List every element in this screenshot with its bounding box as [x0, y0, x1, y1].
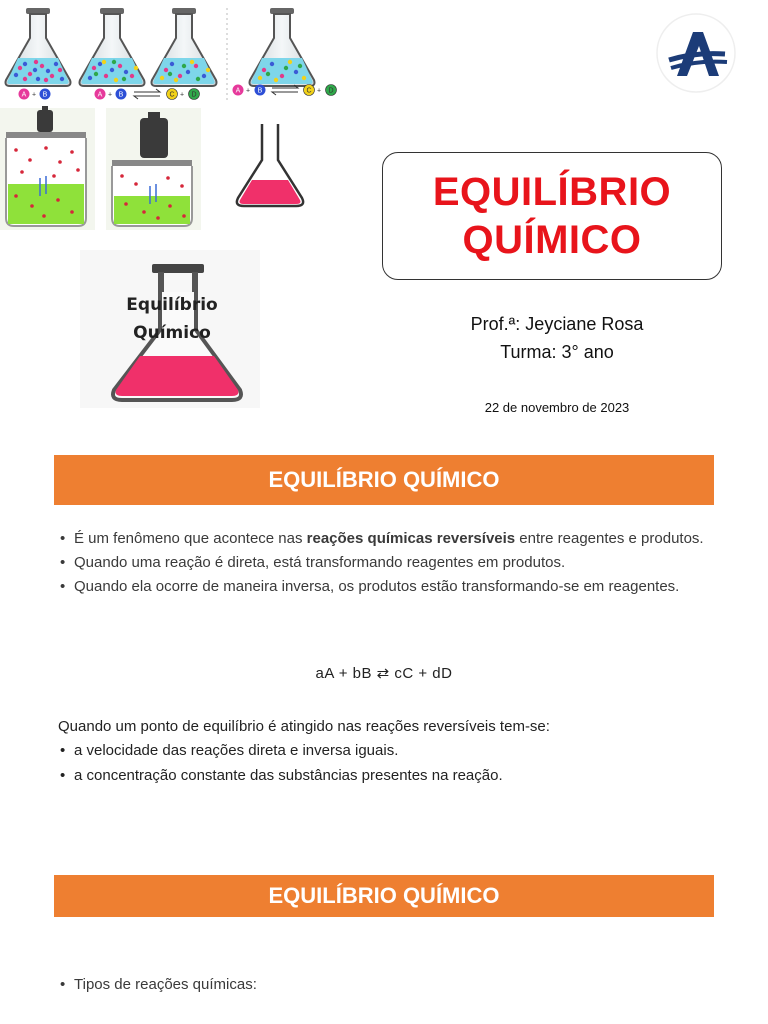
svg-text:C: C	[169, 91, 175, 99]
molecule-labels-a-b-c-d	[95, 89, 200, 100]
svg-text:A: A	[235, 87, 241, 95]
svg-text:C: C	[306, 87, 312, 95]
svg-text:+: +	[107, 91, 113, 99]
list-item: • Quando uma reação é direta, está transformando reagentes em produtos.	[58, 554, 710, 571]
erlenmeyer-flask-icon	[80, 8, 145, 86]
section-heading: EQUILÍBRIO QUÍMICO	[54, 875, 714, 917]
list-item: • É um fenômeno que acontece nas reações químicas reversíveis entre reagentes e produtos.	[58, 530, 710, 547]
svg-text:B: B	[118, 91, 124, 99]
list-item: • a concentração constante das substâncias presentes na reação.	[58, 767, 710, 784]
professor-name: Prof.ª: Jeyciane Rosa	[470, 314, 644, 334]
label-a: A	[21, 91, 27, 99]
school-logo-icon	[655, 12, 737, 94]
list-item: • a velocidade das reações direta e inversa iguais.	[58, 742, 710, 759]
reaction-types-bullets	[58, 976, 710, 1000]
definition-bullets	[58, 530, 710, 602]
badge-line1: Equilíbrio	[126, 295, 218, 315]
svg-text:D: D	[328, 87, 334, 95]
equilibrium-arrows-icon	[134, 89, 160, 99]
svg-text:+: +	[316, 87, 322, 95]
bold-term: reações químicas reversíveis	[306, 530, 516, 547]
chemistry-illustrations	[0, 0, 345, 410]
erlenmeyer-flask-icon	[152, 8, 217, 86]
section-heading: EQUILÍBRIO QUÍMICO	[54, 455, 714, 505]
svg-text:+: +	[245, 87, 251, 95]
piston-cylinder-icon	[0, 106, 95, 230]
class-turma: Turma: 3° ano	[500, 342, 614, 362]
svg-text:B: B	[257, 87, 263, 95]
title-box	[382, 152, 722, 280]
equilibrium-points	[58, 742, 710, 792]
list-item: • Tipos de reações químicas:	[58, 976, 710, 993]
svg-text:A: A	[97, 91, 103, 99]
erlenmeyer-flask-icon	[6, 8, 71, 86]
erlenmeyer-flask-icon	[250, 8, 315, 86]
molecule-labels-a-b	[19, 89, 51, 100]
piston-cylinder-icon	[106, 108, 201, 230]
reaction-equation: aA + bB ⇄ cC + dD	[315, 665, 453, 682]
label-b: B	[42, 91, 48, 99]
svg-text:D: D	[191, 91, 197, 99]
svg-text:+: +	[179, 91, 185, 99]
equilibrio-quimico-flask-badge	[80, 250, 260, 408]
date: 22 de novembro de 2023	[484, 400, 630, 415]
list-item: • Quando ela ocorre de maneira inversa, os produtos estão transformando-se em reagentes.	[58, 578, 710, 595]
pink-flask-icon	[237, 124, 303, 206]
equilibrium-intro: Quando um ponto de equilíbrio é atingido nas reações reversíveis tem-se:	[58, 718, 550, 735]
title-line2: QUÍMICO	[462, 218, 642, 262]
title-line1: EQUILÍBRIO	[432, 170, 672, 214]
plus-sign: +	[31, 91, 37, 99]
badge-line2: Químico	[133, 323, 211, 343]
